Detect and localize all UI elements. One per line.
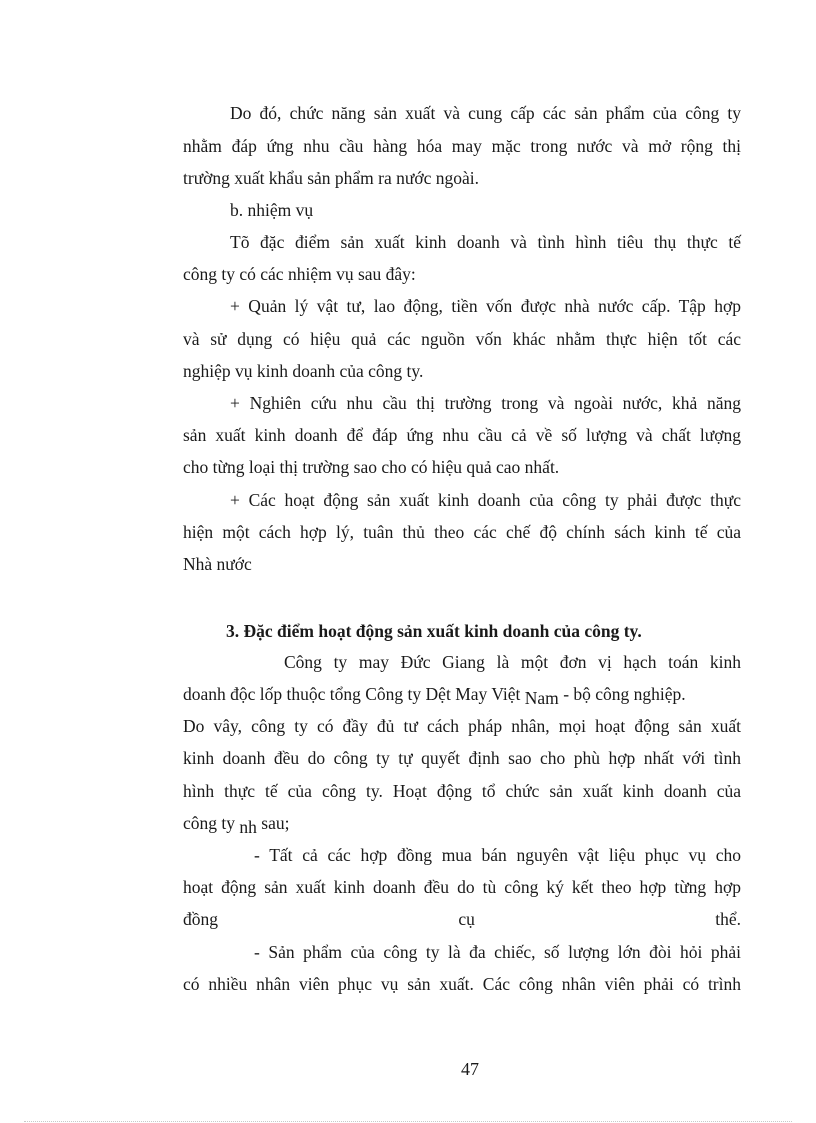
company-line-3: Do vây, công ty có đầy đủ tư cách pháp nhân, mọi hoạt động sản xuất xyxy=(183,716,741,736)
paragraph-intro-line-3: trường xuất khẩu sản phẩm ra nước ngoài. xyxy=(183,168,480,188)
point-2-line-1: - Sản phẩm của công ty là đa chiếc, số lượng lớn đòi hỏi phải xyxy=(254,942,741,962)
paragraph-intro-line-2: nhằm đáp ứng nhu cầu hàng hóa may mặc trong nước và mở rộng thị xyxy=(183,136,741,156)
company-line-5: hình thực tế của công ty. Hoạt động tổ chức sản xuất kinh doanh của xyxy=(183,781,741,801)
point-1-line-2: hoạt động sản xuất kinh doanh đều do tù công ký kết theo hợp từng hợp xyxy=(183,877,741,897)
task-3-line-3: Nhà nước xyxy=(183,554,252,574)
page-bottom-divider xyxy=(24,1121,792,1122)
task-3-line-2: hiện một cách hợp lý, tuân thủ theo các chế độ chính sách kinh tế của xyxy=(183,522,741,542)
task-1-line-2: và sử dụng có hiệu quả các nguồn vốn khác nhằm thực hiện tốt các xyxy=(183,329,741,349)
point-1-line-3: đồng cụ thể. xyxy=(183,909,741,929)
task-1-line-1: + Quản lý vật tư, lao động, tiền vốn được nhà nước cấp. Tập hợp xyxy=(230,296,741,316)
company-line-6-subscript: nh xyxy=(239,817,257,837)
company-line-2-subscript: Nam xyxy=(524,688,559,708)
task-3-line-1: + Các hoạt động sản xuất kinh doanh của công ty phải được thực xyxy=(230,490,741,510)
task-2-line-2: sản xuất kinh doanh để đáp ứng nhu cầu cả về số lượng và chất lượng xyxy=(183,425,741,445)
paragraph-intro-line-1: Do đó, chức năng sản xuất và cung cấp các sản phẩm của công ty xyxy=(230,103,741,123)
company-line-2 xyxy=(183,682,743,706)
company-line-2-tail: - bộ công nghiệp. xyxy=(558,684,686,704)
point-2-line-2: có nhiều nhân viên phục vụ sản xuất. Các công nhân viên phải có trình xyxy=(183,974,741,994)
page-number: 47 xyxy=(461,1059,479,1079)
company-line-2-text: doanh độc lốp thuộc tổng Công ty Dệt May Việt xyxy=(183,684,525,704)
section-heading: 3. Đặc điểm hoạt động sản xuất kinh doanh của công ty. xyxy=(226,621,642,641)
tasks-intro-line-2: công ty có các nhiệm vụ sau đây: xyxy=(183,264,416,284)
task-1-line-3: nghiệp vụ kinh doanh của công ty. xyxy=(183,361,424,381)
task-2-line-3: cho từng loại thị trường sao cho có hiệu quả cao nhất. xyxy=(183,457,560,477)
subheading-tasks: b. nhiệm vụ xyxy=(230,200,314,220)
company-line-6 xyxy=(183,811,741,835)
company-line-6-tail: sau; xyxy=(256,813,290,833)
task-2-line-1: + Nghiên cứu nhu cầu thị trường trong và ngoài nước, khả năng xyxy=(230,393,741,413)
point-1-line-1: - Tất cả các hợp đồng mua bán nguyên vật liệu phục vụ cho xyxy=(254,845,741,865)
company-line-6-text: công ty xyxy=(183,813,240,833)
company-line-1: Công ty may Đức Giang là một đơn vị hạch toán kinh xyxy=(284,652,741,672)
company-line-4: kinh doanh đều do công ty tự quyết định sao cho phù hợp nhất với tình xyxy=(183,748,741,768)
tasks-intro-line-1: Tõ đặc điểm sản xuất kinh doanh và tình hình tiêu thụ thực tế xyxy=(230,232,741,252)
